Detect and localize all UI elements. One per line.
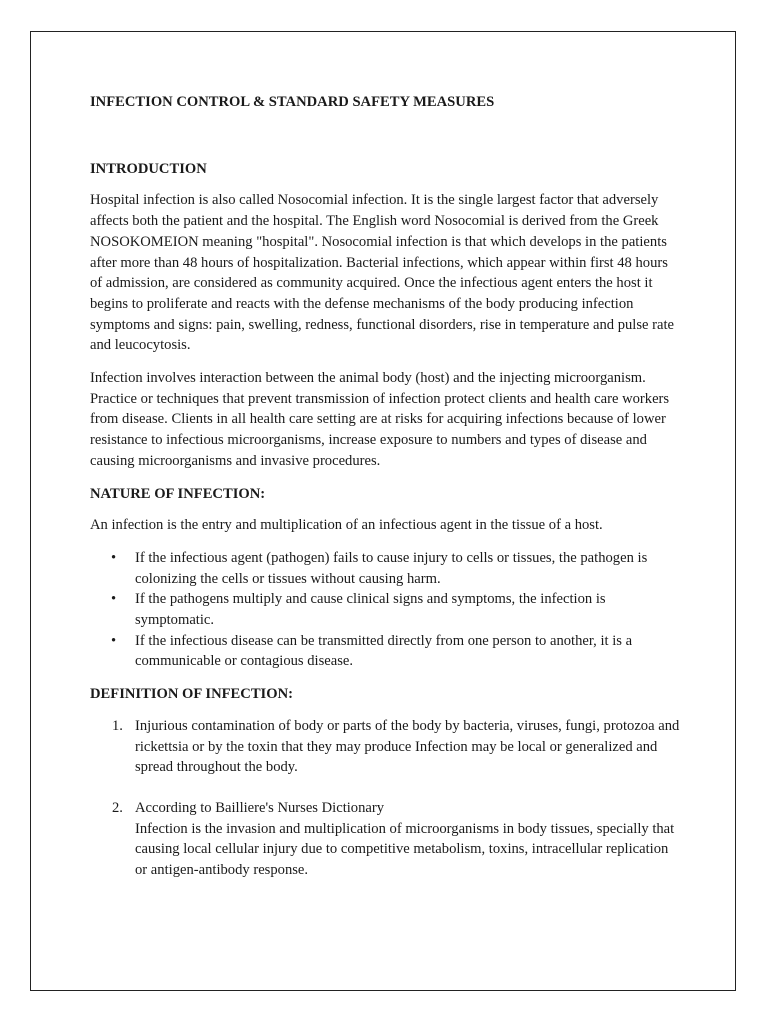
item-number: 2. <box>112 799 123 816</box>
document-title: INFECTION CONTROL & STANDARD SAFETY MEASURES <box>90 94 495 110</box>
intro-heading: INTRODUCTION <box>90 160 207 177</box>
intro-paragraph-2: Infection involves interaction between the animal body (host) and the injecting microorganism. Practice or techniques that prevent transmission of infection protect clients and health care workers from disease. Clients in all health care setting are at risks for acquiring infections because of lower resistance to infectious microorganisms, increase exposure to numbers and types of disease and causing microorganisms and invasive procedures. <box>90 370 670 469</box>
item-number: 1. <box>112 717 123 734</box>
bullet-icon: • <box>111 591 117 608</box>
bullet-text: If the infectious agent (pathogen) fails to cause injury to cells or tissues, the pathogen is colonizing the cells or tissues without causing harm. <box>135 549 648 587</box>
document-body <box>90 92 682 901</box>
definition-source: According to Bailliere's Nurses Dictionary <box>135 799 385 816</box>
definition-text: Injurious contamination of body or parts of the body by bacteria, viruses, fungi, protozoa and rickettsia or by the toxin that they may produce Infection may be local or generalized and spread throughout the body. <box>135 717 680 776</box>
bullet-icon: • <box>111 632 117 649</box>
definition-list <box>90 716 682 881</box>
definition-heading: DEFINITION OF INFECTION: <box>90 686 293 703</box>
definition-text: Infection is the invasion and multiplication of microorganisms in body tissues, specially that causing local cellular injury due to competitive metabolism, toxins, intracellular replication or antigen-antibody response. <box>135 820 675 879</box>
nature-heading: NATURE OF INFECTION: <box>90 485 266 502</box>
list-item <box>90 548 682 589</box>
intro-paragraph-1: Hospital infection is also called Nosocomial infection. It is the single largest factor that adversely affects both the patient and the hospital. The English word Nosocomial is derived from the Greek NOSOKOMEION meaning "hospital". Nosocomial infection is that which develops in the patients after more than 48 hours of hospitalization. Bacterial infections, which appear within first 48 hours of admission, are considered as community acquired. Once the infectious agent enters the host it begins to proliferate and reacts with the defense mechanisms of the body producing infection symptoms and signs: pain, swelling, redness, functional disorders, rise in temperature and pulse rate and leucocytosis. <box>90 192 675 354</box>
list-item <box>90 716 682 778</box>
list-item <box>90 631 682 672</box>
bullet-text: If the infectious disease can be transmitted directly from one person to another, it is a communicable or contagious disease. <box>135 632 633 670</box>
nature-bullet-list <box>90 548 682 672</box>
bullet-text: If the pathogens multiply and cause clinical signs and symptoms, the infection is symptomatic. <box>135 591 606 629</box>
bullet-icon: • <box>111 549 117 566</box>
list-item <box>90 589 682 630</box>
list-item <box>90 798 682 881</box>
nature-paragraph: An infection is the entry and multiplication of an infectious agent in the tissue of a host. <box>90 517 603 534</box>
